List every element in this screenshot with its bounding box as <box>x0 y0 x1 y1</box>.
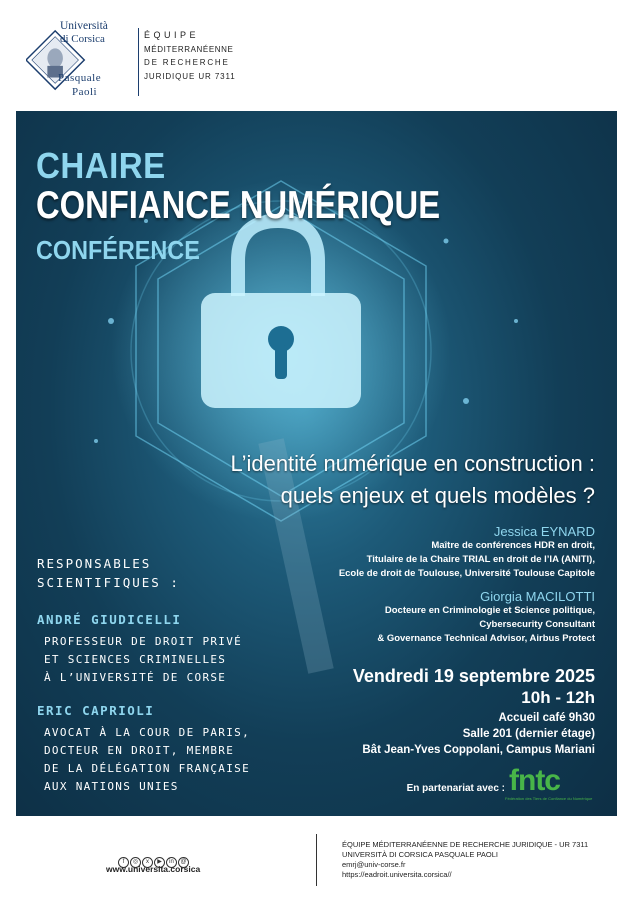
speaker-1-line2: Titulaire de la Chaire TRIAL en droit de l’IA (ANITI), <box>366 554 595 565</box>
responsable-1-desc <box>44 633 242 687</box>
partner-label: En partenariat avec : <box>406 783 505 794</box>
speaker-2-name: Giorgia MACILOTTI <box>480 589 595 604</box>
responsables-heading-line1: RESPONSABLES <box>37 556 152 571</box>
footer-info-line2: UNIVERSITÀ DI CORSICA PASQUALE PAOLI <box>342 850 499 859</box>
youtube-icon[interactable]: ▶ <box>154 857 165 868</box>
threads-icon[interactable]: @ <box>178 857 189 868</box>
responsable-2-line3: DE LA DÉLÉGATION FRANÇAISE <box>44 762 250 775</box>
subject-line2: quels enjeux et quels modèles ? <box>280 483 595 508</box>
header-logo-box <box>16 16 244 111</box>
footer-info <box>342 840 588 880</box>
x-icon[interactable]: x <box>142 857 153 868</box>
responsable-2-line1: AVOCAT À LA COUR DE PARIS, <box>44 726 250 739</box>
footer-divider <box>316 834 317 886</box>
partner-logo: fntc <box>509 764 560 797</box>
subject-line1: L’identité numérique en construction : <box>230 451 595 476</box>
speaker-1-name: Jessica EYNARD <box>493 524 595 539</box>
team-line1: ÉQUIPE <box>144 30 200 40</box>
responsable-2-name: ERIC CAPRIOLI <box>37 703 155 718</box>
responsable-1-line3: À L’UNIVERSITÉ DE CORSE <box>44 671 227 684</box>
university-name-line1: Università <box>60 20 108 32</box>
responsable-2-desc <box>44 724 250 796</box>
footer-email[interactable]: emrj@univ-corse.fr <box>342 860 406 869</box>
speaker-2-line1: Docteure en Criminologie et Science politique, <box>384 605 595 616</box>
title-chaire: CHAIRE <box>36 145 166 186</box>
speaker-1-line3: Ecole de droit de Toulouse, Université Toulouse Capitole <box>338 568 595 579</box>
event-welcome: Accueil café 9h30 <box>498 712 595 724</box>
responsables-heading <box>37 554 180 592</box>
foundation-emblem-icon <box>470 72 488 96</box>
speaker-1-line1: Maître de conférences HDR en droit, <box>431 540 595 551</box>
title-conference: CONFÉRENCE <box>36 235 200 265</box>
university-url[interactable]: www.universita.corsica <box>106 864 201 874</box>
facebook-icon[interactable]: f <box>118 857 129 868</box>
team-line4: JURIDIQUE UR 7311 <box>144 72 236 81</box>
footer-website[interactable]: https://eadroit.universita.corsica// <box>342 870 452 879</box>
speaker-2-line3: & Governance Technical Advisor, Airbus Protect <box>377 633 595 644</box>
responsable-1-line1: PROFESSEUR DE DROIT PRIVÉ <box>44 635 243 648</box>
responsables-heading-line2: SCIENTIFIQUES : <box>37 575 180 590</box>
speaker-2 <box>377 589 595 646</box>
university-name-line4: Paoli <box>72 86 98 98</box>
speaker-2-line2: Cybersecurity Consultant <box>479 619 595 630</box>
instagram-icon[interactable]: ◎ <box>130 857 141 868</box>
foundation-sub2: Pasquale Paoli <box>508 79 562 86</box>
university-name-line2: di Corsica <box>60 33 105 45</box>
foundation-name: fundazione <box>473 35 597 66</box>
event-date: Vendredi 19 septembre 2025 <box>352 666 595 686</box>
team-line2: MÉDITERRANÉENNE <box>144 45 234 54</box>
speaker-1 <box>339 524 595 581</box>
responsable-2-line2: DOCTEUR EN DROIT, MEMBRE <box>44 744 235 757</box>
responsable-2-line4: AUX NATIONS UNIES <box>44 780 179 793</box>
foundation-sub1: Università di Corsica <box>498 66 572 73</box>
university-name-line3: Pasquale <box>58 72 102 84</box>
event-room: Salle 201 (dernier étage) <box>462 728 595 740</box>
header-divider <box>138 28 139 96</box>
event-time: 10h - 12h <box>521 688 595 707</box>
team-line3: DE RECHERCHE <box>144 58 230 67</box>
responsable-1-name: ANDRÉ GIUDICELLI <box>37 612 182 627</box>
partner-logo-subtitle: Fédération des Tiers de Confiance du Numérique <box>505 796 593 801</box>
responsable-1-line2: ET SCIENCES CRIMINELLES <box>44 653 227 666</box>
event-building: Bât Jean-Yves Coppolani, Campus Mariani <box>362 744 595 756</box>
title-confiance-numerique: CONFIANCE NUMÉRIQUE <box>36 184 441 227</box>
footer-info-line1: ÉQUIPE MÉDITERRANÉENNE DE RECHERCHE JURIDIQUE - UR 7311 <box>342 840 589 849</box>
linkedin-icon[interactable]: in <box>166 857 177 868</box>
